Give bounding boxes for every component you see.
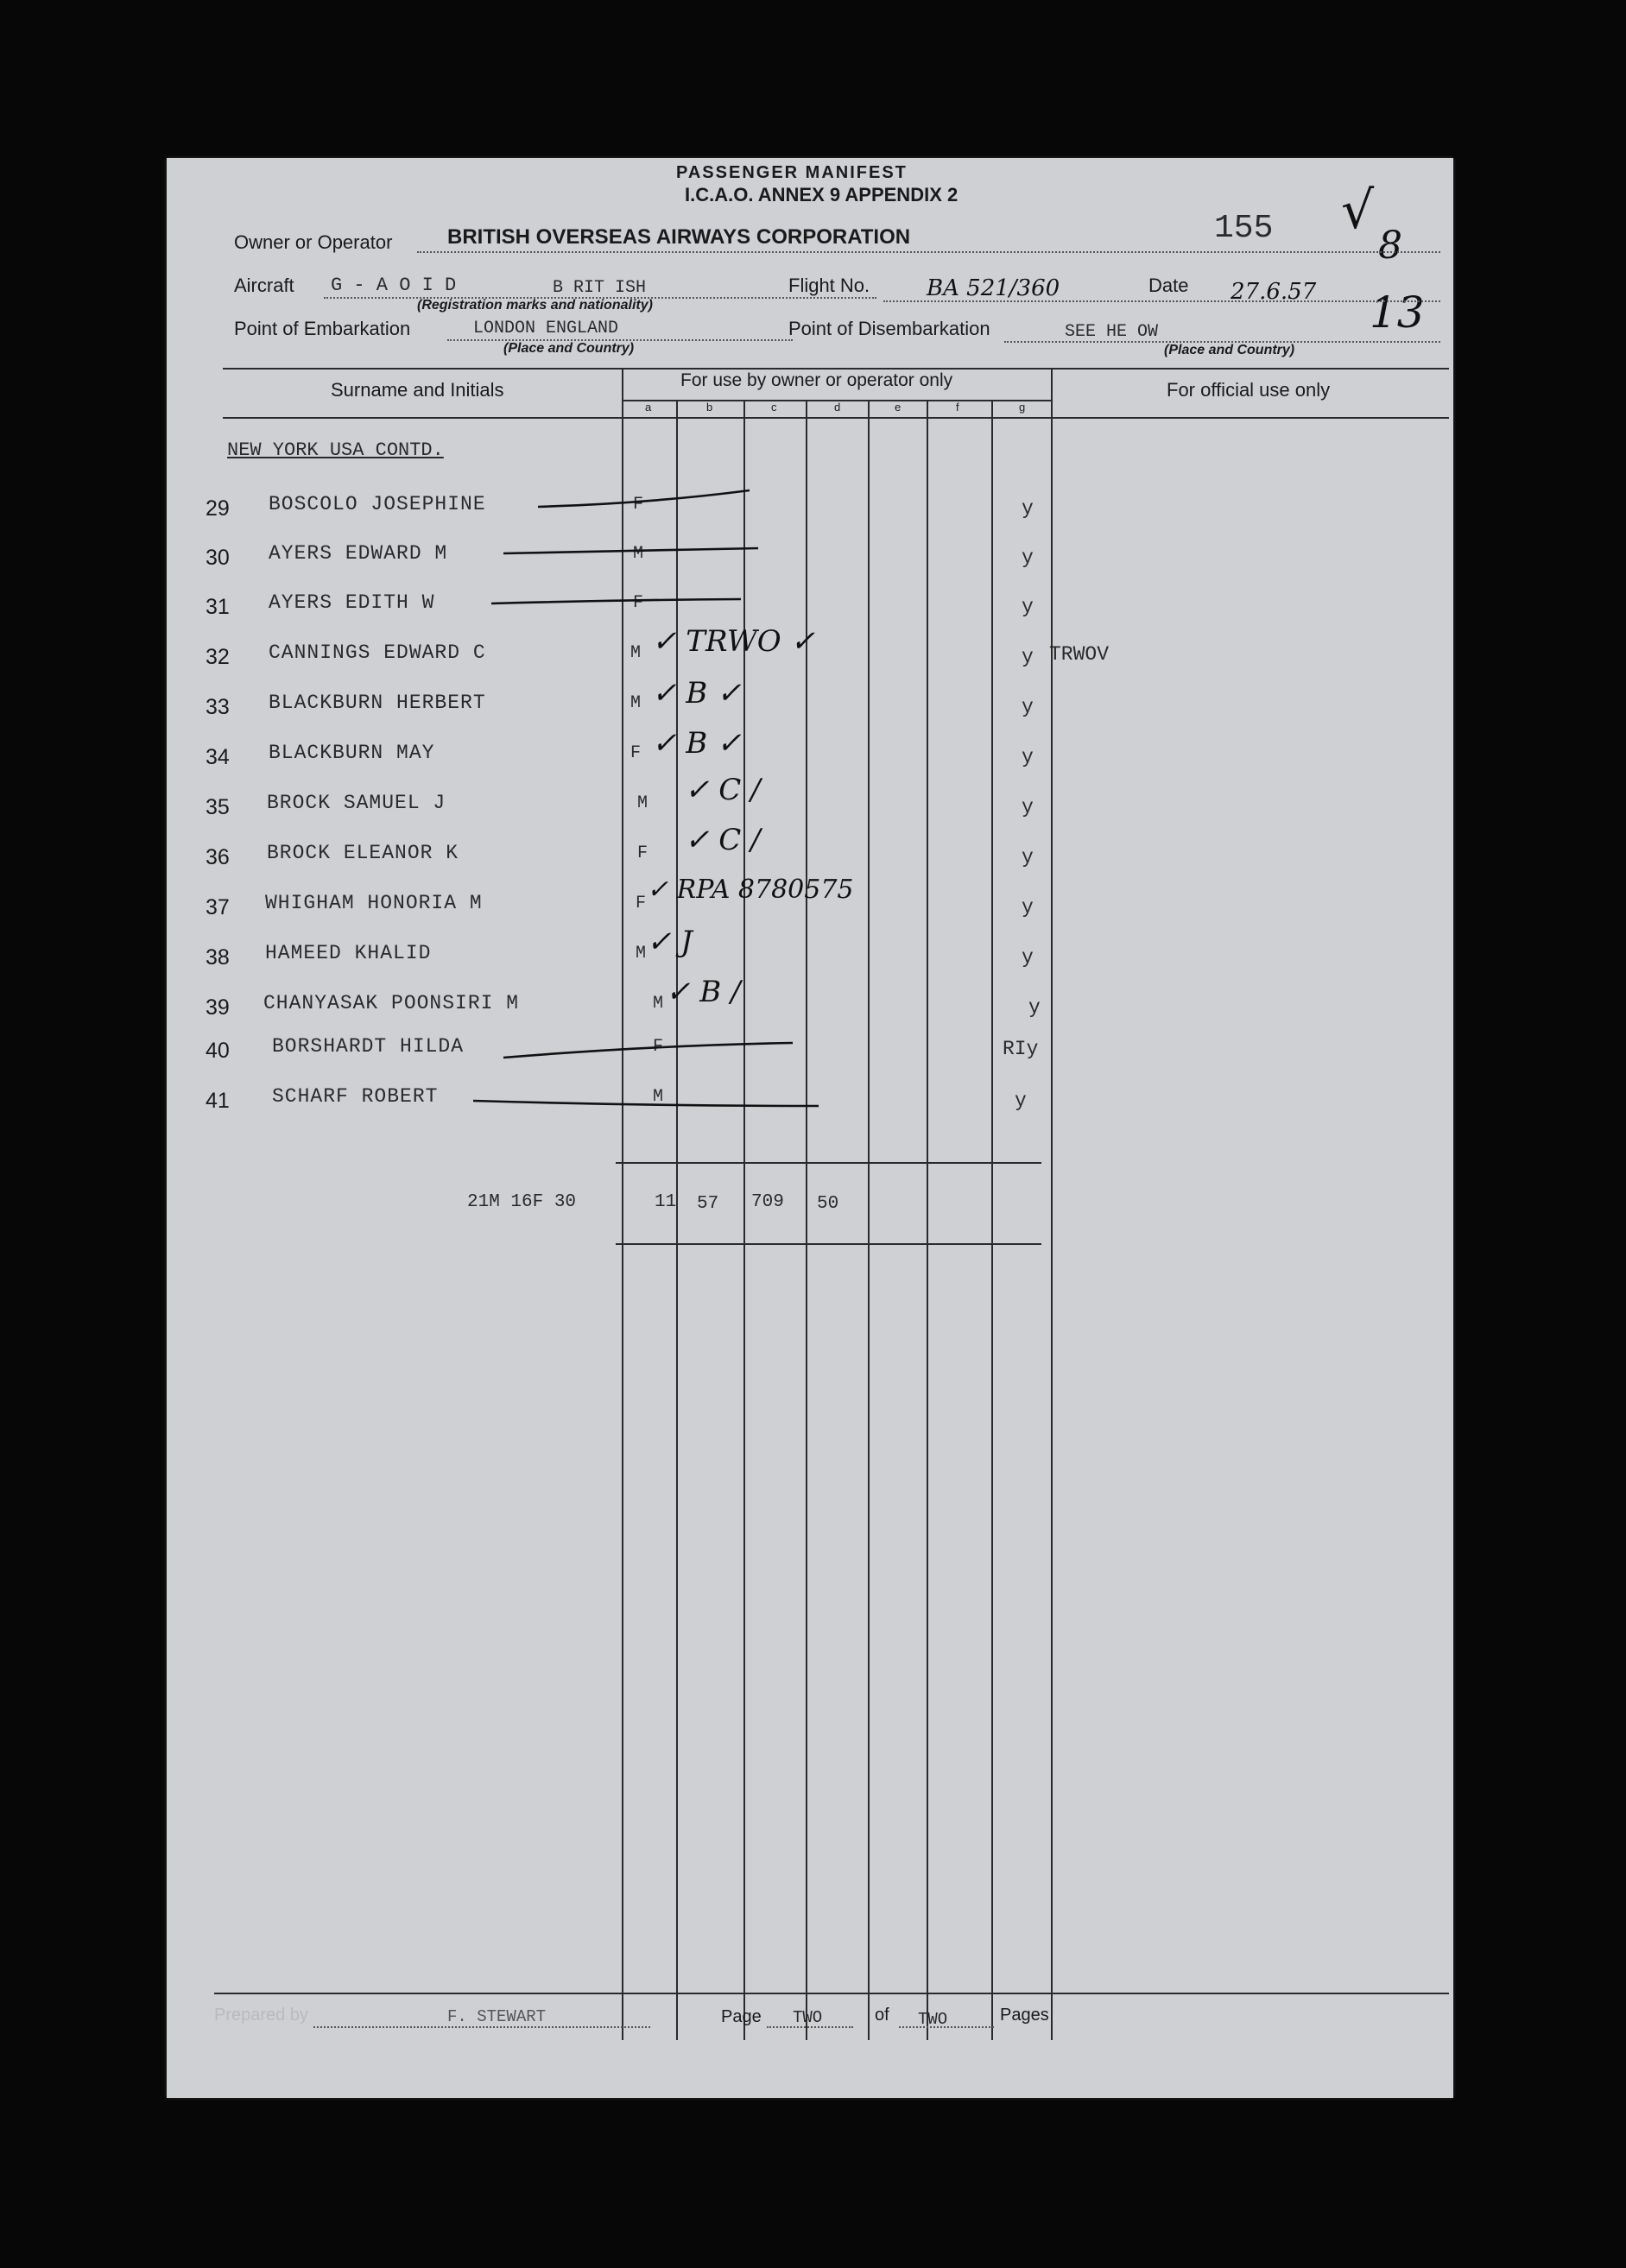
- subcol-f: f: [956, 401, 959, 414]
- col-g-value: y: [1015, 1090, 1027, 1112]
- passenger-name: AYERS EDWARD M: [269, 542, 448, 565]
- operator-marks: ✓ B ✓: [652, 726, 742, 761]
- passenger-name: BLACKBURN HERBERT: [269, 692, 486, 714]
- passenger-sex: M: [637, 793, 649, 813]
- passenger-name: CANNINGS EDWARD C: [269, 641, 486, 664]
- col-g-value: RIy: [1003, 1038, 1039, 1060]
- col-g-value: y: [1022, 646, 1034, 668]
- embark-note: (Place and Country): [503, 341, 635, 356]
- col-g-value: y: [1022, 696, 1034, 718]
- totals-bottom-rule: [616, 1243, 1041, 1245]
- strike-line-41: [473, 1101, 819, 1106]
- passenger-name: BORSHARDT HILDA: [272, 1035, 465, 1058]
- page-dotline: [767, 2026, 853, 2028]
- header-surname: Surname and Initials: [331, 379, 504, 401]
- col-g-value: y: [1028, 996, 1041, 1019]
- passenger-sex: M: [653, 994, 664, 1014]
- row-number: 33: [206, 695, 230, 719]
- strike-line-30: [503, 548, 758, 553]
- subcol-c: c: [771, 401, 777, 414]
- passenger-sex: M: [630, 643, 642, 663]
- row-number: 36: [206, 845, 230, 869]
- corner-mark-8: 8: [1378, 224, 1402, 268]
- official-value: TRWOV: [1049, 643, 1110, 666]
- passenger-sex: F: [633, 593, 644, 613]
- manifest-sheet: [167, 158, 1453, 2098]
- header-operator: For use by owner or operator only: [680, 370, 953, 390]
- total-a: 11: [655, 1192, 677, 1212]
- row-number: 34: [206, 745, 230, 769]
- col-g-value: y: [1022, 796, 1034, 818]
- passenger-sex: F: [653, 1037, 664, 1057]
- disembark-note: (Place and Country): [1164, 343, 1295, 357]
- col-g-value: y: [1022, 546, 1034, 569]
- row-number: 35: [206, 795, 230, 819]
- passenger-name: BROCK ELEANOR K: [267, 842, 459, 864]
- col-g-value: y: [1022, 596, 1034, 618]
- prepared-value: F. STEWART: [447, 2007, 547, 2026]
- total-d: 50: [817, 1194, 839, 1214]
- passenger-sex: M: [636, 944, 647, 963]
- passenger-name: BROCK SAMUEL J: [267, 792, 446, 814]
- col-g-value: y: [1022, 896, 1034, 919]
- col-g-value: y: [1022, 746, 1034, 768]
- passenger-sex: F: [630, 743, 642, 763]
- of-value: TWO: [918, 2010, 948, 2029]
- of-dotline: [899, 2026, 994, 2028]
- operator-marks: ✓ C /: [685, 773, 761, 807]
- total-b: 57: [697, 1194, 719, 1214]
- date-label: Date: [1148, 275, 1189, 296]
- operator-marks: ✓ RPA 8780575: [647, 875, 854, 905]
- operator-marks: ✓ TRWO ✓: [652, 624, 815, 659]
- nationality-value: B RIT ISH: [553, 278, 647, 298]
- operator-marks: ✓ B ✓: [652, 676, 742, 711]
- row-number: 32: [206, 645, 230, 669]
- row-number: 29: [206, 496, 230, 521]
- owner-value: BRITISH OVERSEAS AIRWAYS CORPORATION: [447, 225, 911, 249]
- row-number: 40: [206, 1039, 230, 1063]
- embark-value: LONDON ENGLAND: [473, 319, 619, 338]
- prepared-dotline: [313, 2026, 650, 2028]
- flight-label: Flight No.: [788, 275, 870, 296]
- operator-marks: ✓ B /: [666, 975, 741, 1009]
- col-g-value: y: [1022, 497, 1034, 520]
- registration-note: (Registration marks and nationality): [417, 298, 653, 313]
- total-c: 709: [751, 1192, 784, 1212]
- passenger-name: AYERS EDITH W: [269, 591, 435, 614]
- passenger-sex: M: [630, 693, 642, 713]
- passenger-sex: F: [636, 894, 647, 913]
- corner-mark-13: 13: [1370, 287, 1425, 338]
- subcol-g: g: [1019, 401, 1026, 414]
- aircraft-value: G - A O I D: [331, 275, 457, 296]
- passenger-sex: M: [653, 1087, 664, 1107]
- passenger-name: WHIGHAM HONORIA M: [265, 892, 483, 914]
- passenger-name: BLACKBURN MAY: [269, 742, 435, 764]
- passenger-sex: M: [633, 544, 644, 564]
- row-number: 41: [206, 1089, 230, 1113]
- passenger-name: CHANYASAK POONSIRI M: [263, 992, 520, 1014]
- row-number: 38: [206, 945, 230, 970]
- owner-label: Owner or Operator: [234, 231, 393, 253]
- strike-line-29: [538, 490, 750, 507]
- aircraft-label: Aircraft: [234, 275, 294, 296]
- date-value: 27.6.57: [1231, 279, 1317, 305]
- manifest-subtitle: I.C.A.O. ANNEX 9 APPENDIX 2: [685, 184, 959, 205]
- strike-line-40: [503, 1043, 793, 1058]
- passenger-name: SCHARF ROBERT: [272, 1085, 439, 1108]
- totals-summary: 21M 16F 30: [467, 1192, 577, 1212]
- row-number: 30: [206, 546, 230, 570]
- passenger-name: HAMEED KHALID: [265, 942, 432, 964]
- page-value: TWO: [793, 2008, 823, 2027]
- page-label: Page: [721, 2007, 762, 2026]
- pages-label: Pages: [1000, 2006, 1049, 2025]
- section-heading: NEW YORK USA CONTD.: [227, 439, 444, 461]
- subcol-b: b: [706, 401, 713, 414]
- of-label: of: [875, 2006, 889, 2025]
- subcol-d: d: [834, 401, 841, 414]
- strike-line-31: [491, 599, 741, 603]
- subcol-e: e: [895, 401, 902, 414]
- strike-lines: [167, 158, 1453, 2098]
- passenger-sex: F: [637, 843, 649, 863]
- operator-marks: ✓ C /: [685, 823, 761, 857]
- disembark-label: Point of Disembarkation: [788, 318, 990, 339]
- prepared-label: Prepared by: [214, 2006, 308, 2025]
- page-number: 155: [1214, 210, 1274, 247]
- row-number: 31: [206, 595, 230, 619]
- manifest-title: PASSENGER MANIFEST: [676, 163, 908, 182]
- header-official: For official use only: [1167, 379, 1331, 401]
- col-g-value: y: [1022, 846, 1034, 869]
- totals-top-rule: [616, 1162, 1041, 1164]
- col-g-value: y: [1022, 946, 1034, 969]
- corner-check: √: [1341, 180, 1375, 241]
- row-number: 39: [206, 995, 230, 1020]
- row-number: 37: [206, 895, 230, 919]
- flight-value: BA 521/360: [927, 275, 1060, 301]
- subcol-a: a: [645, 401, 652, 414]
- embark-label: Point of Embarkation: [234, 318, 411, 339]
- passenger-sex: F: [633, 495, 644, 515]
- operator-marks: ✓ J: [647, 925, 693, 959]
- disembark-value: SEE HE OW: [1065, 322, 1159, 342]
- passenger-name: BOSCOLO JOSEPHINE: [269, 493, 486, 515]
